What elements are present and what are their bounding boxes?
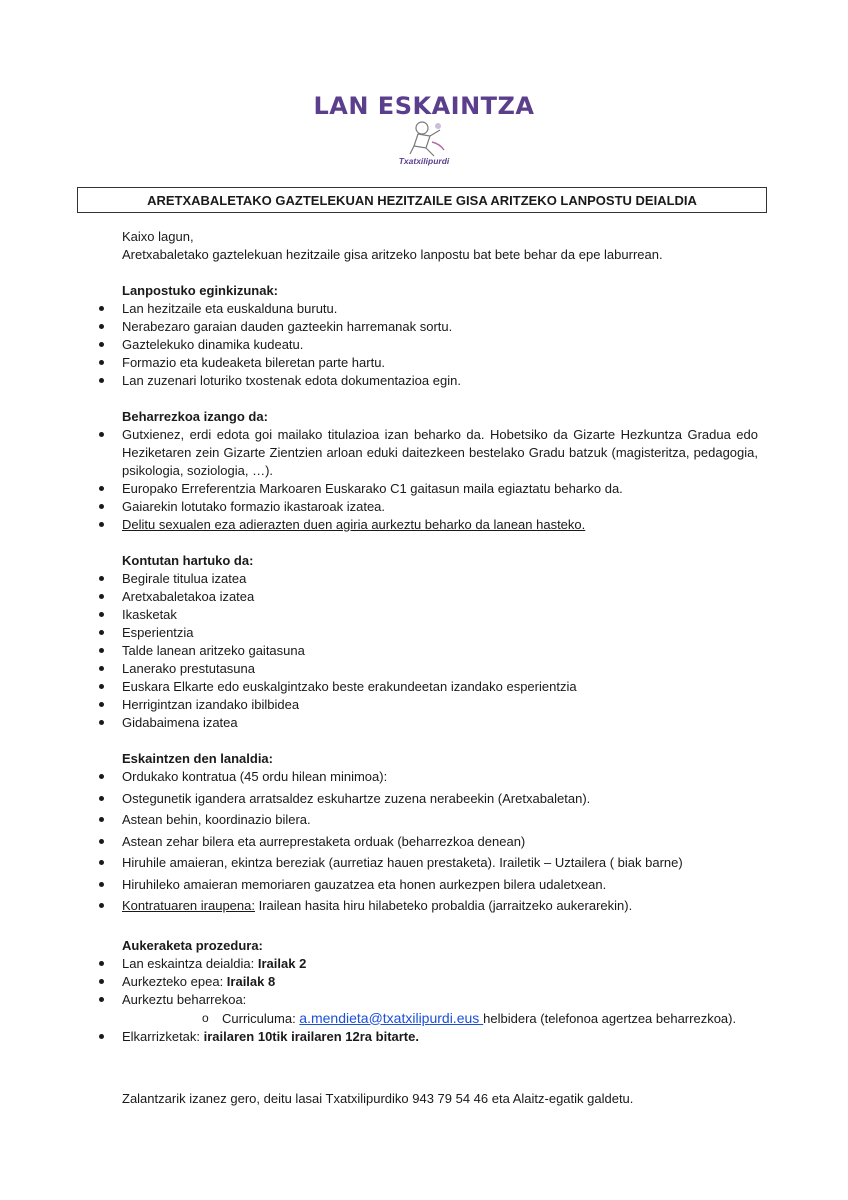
deadline-label: Aurkezteko epea: [122, 973, 227, 989]
considered-list [122, 570, 758, 732]
deadline-value: Irailak 8 [226, 973, 276, 989]
list-item: Europako Erreferentzia Markoaren Euskarako C1 gaitasun maila egiaztatu beharko da. [122, 480, 758, 498]
tasks-list [122, 300, 758, 390]
list-item: Formazio eta kudeaketa bileretan parte hartu. [122, 354, 758, 372]
call-value: Irailak 2 [257, 955, 307, 971]
list-item: Talde lanean aritzeko gaitasuna [122, 642, 758, 660]
requirements-title: Beharrezkoa izango da: [122, 409, 268, 424]
list-item: Astean zehar bilera eta aurreprestaketa orduak (beharrezkoa denean) [122, 833, 758, 851]
list-item: Ordukako kontratua (45 ordu hilean minimoa): [122, 768, 758, 786]
list-item: Ikasketak [122, 606, 758, 624]
list-item [122, 897, 758, 915]
call-label: Lan eskaintza deialdia: [122, 955, 258, 971]
workday-title: Eskaintzen den lanaldia: [122, 751, 273, 766]
greeting: Kaixo lagun, [122, 229, 194, 244]
requirements-list [122, 426, 758, 534]
cv-label: Curriculuma: [222, 1010, 300, 1026]
list-item [122, 955, 758, 973]
list-item [122, 991, 758, 1028]
cv-suffix: helbidera (telefonoa agertzea beharrezkoa). [483, 1010, 737, 1026]
logo-text: Txatxilipurdi [398, 156, 450, 166]
list-item: Astean behin, koordinazio bilera. [122, 811, 758, 829]
email-link[interactable]: a.mendieta@txatxilipurdi.eus [299, 1009, 484, 1026]
list-item: Gaiarekin lotutako formazio ikastaroak izatea. [122, 498, 758, 516]
header-title: LAN ESKAINTZA [313, 92, 535, 120]
list-item: Hiruhile amaieran, ekintza bereziak (aurretiaz hauen prestaketa). Irailetik – Uztailera ( biak barne) [122, 854, 758, 872]
list-item: Gaztelekuko dinamika kudeatu. [122, 336, 758, 354]
list-item: Lan zuzenari loturiko txostenak edota dokumentazioa egin. [122, 372, 758, 390]
list-item: Ostegunetik igandera arratsaldez eskuhartze zuzena nerabeekin (Aretxabaletan). [122, 790, 758, 808]
considered-title: Kontutan hartuko da: [122, 553, 254, 568]
list-item: Aretxabaletakoa izatea [122, 588, 758, 606]
list-item: Nerabezaro garaian dauden gazteekin harremanak sortu. [122, 318, 758, 336]
footer-text: Zalantzarik izanez gero, deitu lasai Txatxilipurdiko 943 79 54 46 eta Alaitz-egatik galdetu. [122, 1091, 634, 1106]
list-item: Lanerako prestutasuna [122, 660, 758, 678]
selection-list [122, 955, 758, 1046]
submit-label: Aurkeztu beharrekoa: [122, 991, 247, 1007]
list-item: Lan hezitzaile eta euskalduna burutu. [122, 300, 758, 318]
list-item: Hiruhileko amaieran memoriaren gauzatzea eta honen aurkezpen bilera udaletxean. [122, 876, 758, 894]
list-item [122, 973, 758, 991]
duration-label: Kontratuaren iraupena: [122, 898, 255, 913]
interviews-label: Elkarrizketak: [122, 1028, 204, 1044]
list-item: Herrigintzan izandako ibilbidea [122, 696, 758, 714]
intro-text: Aretxabaletako gaztelekuan hezitzaile gisa aritzeko lanpostu bat bete behar da epe laburrean. [122, 247, 663, 262]
document-body [122, 228, 758, 1046]
list-item: Esperientzia [122, 624, 758, 642]
list-item: Delitu sexualen eza adierazten duen agiria aurkeztu beharko da lanean hasteko. [122, 516, 758, 534]
duration-text: Irailean hasita hiru hilabeteko probaldia (jarraitzeko aukerarekin). [254, 898, 633, 913]
list-item [122, 1028, 758, 1046]
cv-sub-item [122, 1009, 758, 1028]
list-item: Gutxienez, erdi edota goi mailako titulazioa izan beharko da. Hobetsiko da Gizarte Hezkuntza Gradua edo Heziketaren zein Gizarte Zientzien arloan eduki daitezkeen bestelako Gradu batzuk (magisteritza, pedagogia, psikologia, soziologia, …). [122, 427, 758, 478]
list-item: Gidabaimena izatea [122, 714, 758, 732]
child-drawing-icon [404, 118, 450, 158]
workday-list [122, 768, 758, 915]
selection-title: Aukeraketa prozedura: [122, 937, 263, 953]
main-title: ARETXABALETAKO GAZTELEKUAN HEZITZAILE GISA ARITZEKO LANPOSTU DEIALDIA [77, 187, 767, 213]
interviews-value: irailaren 10tik irailaren 12ra bitarte. [203, 1028, 419, 1044]
tasks-title: Lanpostuko eginkizunak: [122, 283, 279, 298]
list-item: Begirale titulua izatea [122, 570, 758, 588]
list-item: Euskara Elkarte edo euskalgintzako beste erakundeetan izandako esperientzia [122, 678, 758, 696]
